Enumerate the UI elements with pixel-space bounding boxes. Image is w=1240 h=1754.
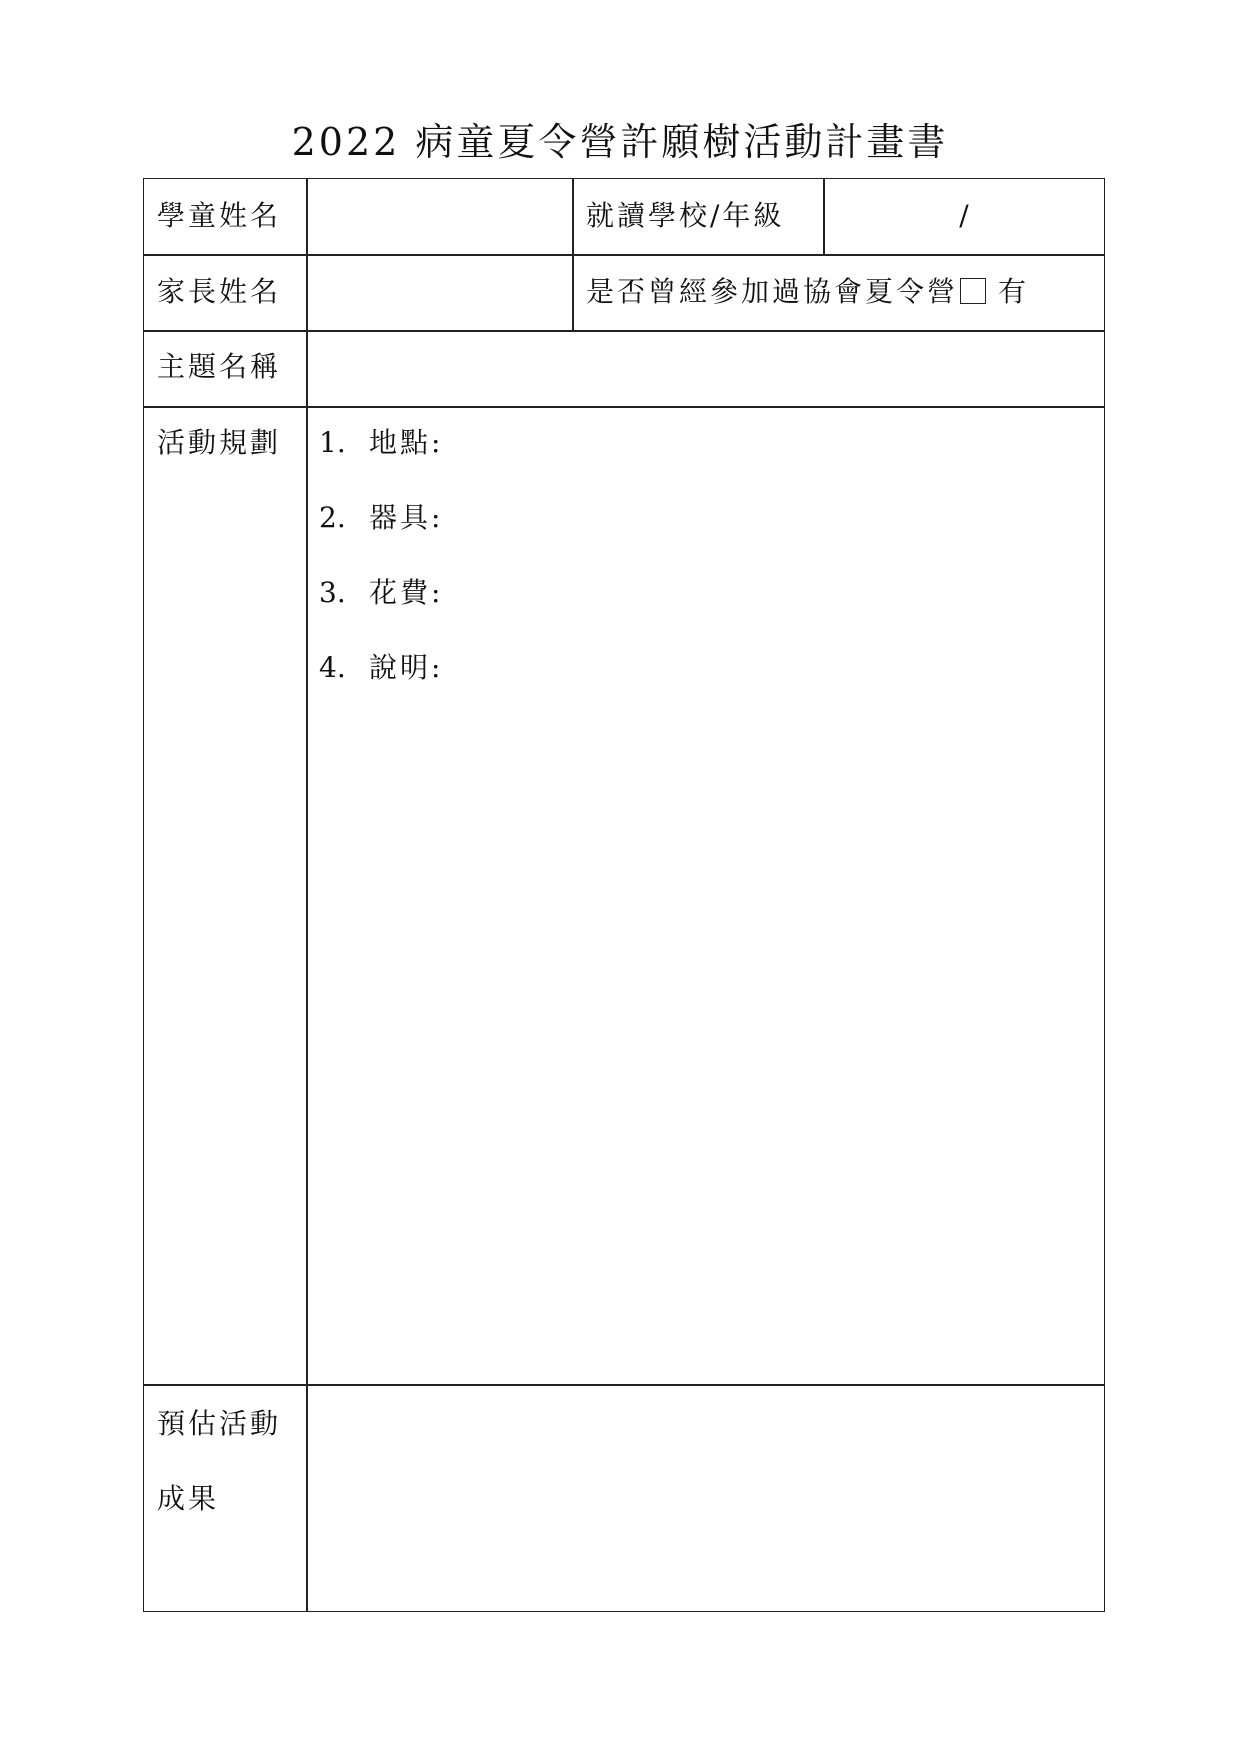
theme-field[interactable] <box>308 331 1103 405</box>
school-grade-label: 就讀學校/年級 <box>586 199 785 232</box>
plan-label: 活動規劃 <box>157 426 282 459</box>
outcome-label-line-1: 預估活動 <box>157 1407 282 1440</box>
attended-before-option: 有 <box>998 275 1030 308</box>
parent-name-field[interactable] <box>308 255 570 329</box>
plan-item-cost: 3. 花費: <box>319 576 444 609</box>
attended-before-label: 是否曾經參加過協會夏令營 <box>586 275 959 308</box>
plan-item-location: 1. 地點: <box>319 426 444 459</box>
parent-name-label: 家長姓名 <box>157 275 282 308</box>
outcome-field[interactable] <box>308 1386 1103 1610</box>
page-title: 2022 病童夏令營許願樹活動計畫書 <box>291 120 949 164</box>
school-grade-field[interactable]: / <box>959 199 969 232</box>
outcome-label-line-2: 成果 <box>157 1482 220 1515</box>
student-name-field[interactable] <box>308 179 570 253</box>
plan-item-equipment: 2. 器具: <box>319 501 444 534</box>
theme-label: 主題名稱 <box>157 350 282 383</box>
plan-item-description: 4. 說明: <box>319 651 444 684</box>
row-divider <box>144 406 1104 408</box>
attended-before-question <box>586 272 1029 312</box>
plan-form-table <box>143 178 1105 1612</box>
student-name-label: 學童姓名 <box>157 199 282 232</box>
column-divider <box>572 179 574 331</box>
attended-before-checkbox[interactable] <box>960 278 986 304</box>
row-divider <box>144 254 1104 256</box>
